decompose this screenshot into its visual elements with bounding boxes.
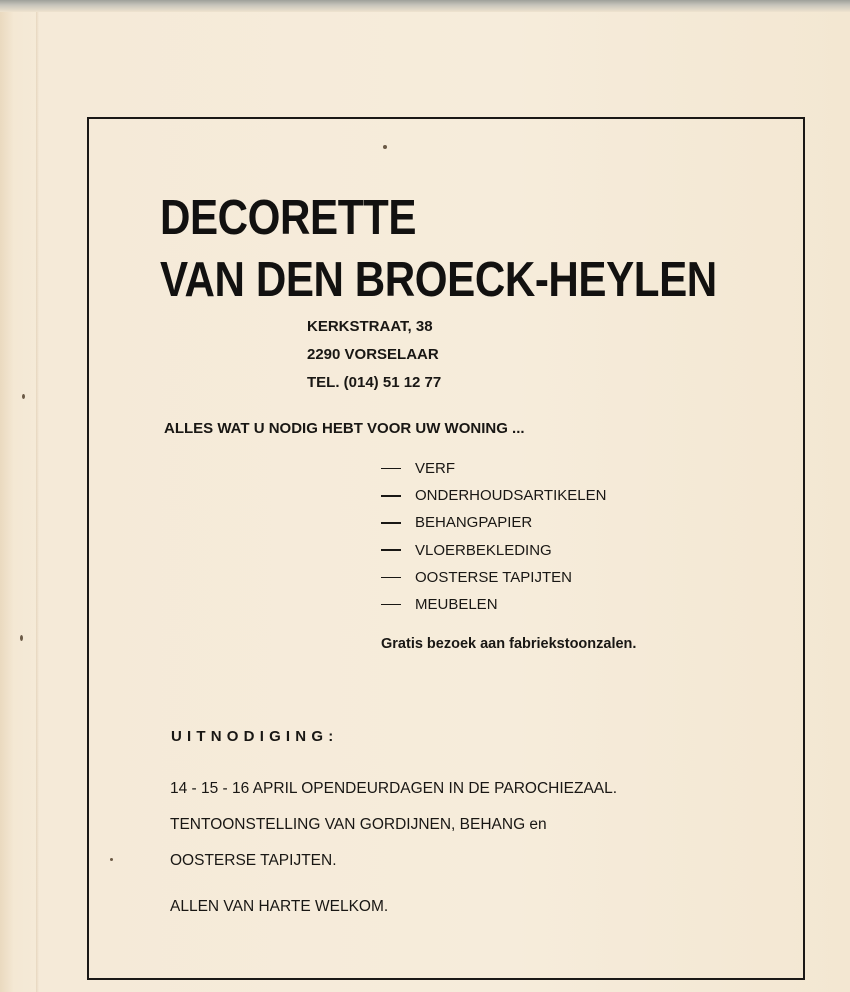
product-label: VERF (415, 460, 456, 478)
invitation-heading: UITNODIGING: (171, 728, 339, 745)
page-top-edge (0, 0, 850, 12)
page-binding-shadow (36, 12, 39, 992)
list-item (381, 564, 606, 591)
paper-speck (22, 394, 25, 399)
dash-icon (381, 604, 401, 606)
company-name-line1: DECORETTE (160, 191, 417, 245)
invitation-welcome: ALLEN VAN HARTE WELKOM. (170, 898, 389, 915)
product-label: VLOERBEKLEDING (415, 541, 552, 559)
list-item (381, 509, 606, 536)
product-label: BEHANGPAPIER (415, 514, 533, 532)
list-item (381, 537, 606, 564)
product-label: MEUBELEN (415, 596, 498, 614)
company-name-line2: VAN DEN BROECK-HEYLEN (160, 253, 717, 307)
address-phone: TEL. (014) 51 12 77 (307, 374, 442, 391)
product-list (381, 455, 606, 618)
invitation-line: 14 - 15 - 16 APRIL OPENDEURDAGEN IN DE PAROCHIEZAAL. (170, 780, 618, 797)
free-visit-note: Gratis bezoek aan fabriekstoonzalen. (381, 636, 637, 652)
address-street: KERKSTRAAT, 38 (307, 318, 433, 335)
paper-speck (20, 635, 23, 641)
address-city: 2290 VORSELAAR (307, 346, 439, 363)
dash-icon (381, 549, 401, 551)
invitation-line: OOSTERSE TAPIJTEN. (170, 852, 337, 869)
product-label: ONDERHOUDSARTIKELEN (415, 487, 607, 505)
product-label: OOSTERSE TAPIJTEN (415, 568, 572, 586)
list-item (381, 482, 606, 509)
tagline: ALLES WAT U NODIG HEBT VOOR UW WONING ... (164, 420, 525, 437)
dash-icon (381, 522, 401, 524)
dash-icon (381, 495, 401, 497)
list-item (381, 591, 606, 618)
list-item (381, 455, 606, 482)
invitation-line: TENTOONSTELLING VAN GORDIJNEN, BEHANG en (170, 816, 547, 833)
dash-icon (381, 468, 401, 470)
dash-icon (381, 577, 401, 579)
